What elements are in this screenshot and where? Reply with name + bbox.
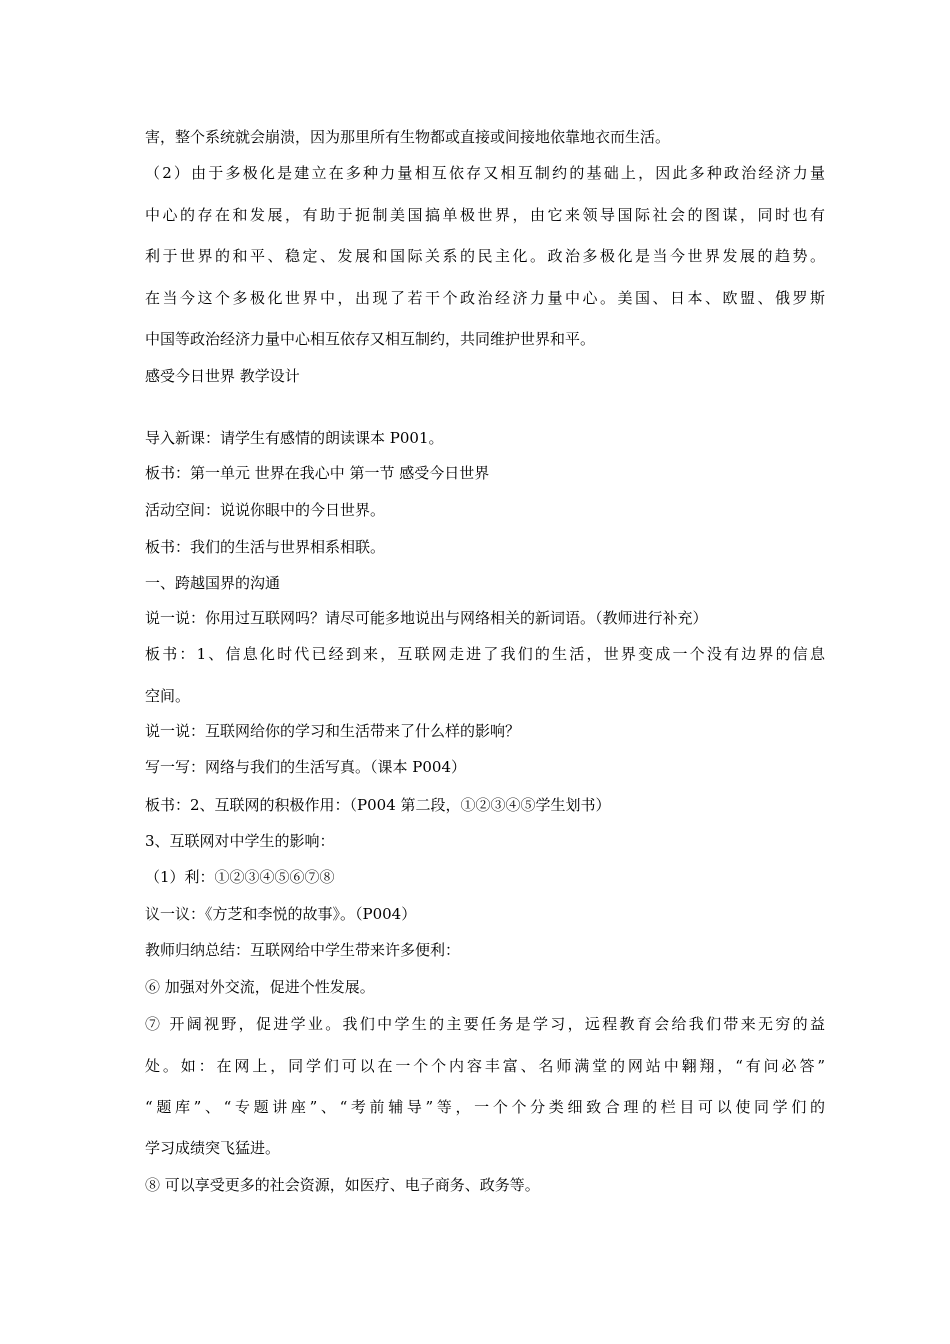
section-heading: 一、跨越国界的沟通 xyxy=(145,574,281,592)
paragraph-line: 处。如：在网上，同学们可以在一个个内容丰富、名师满堂的网站中翱翔，“有问必答” xyxy=(145,1057,825,1075)
paragraph-line: 说一说：互联网给你的学习和生活带来了什么样的影响？ xyxy=(145,722,521,740)
paragraph-line: 说一说：你用过互联网吗？请尽可能多地说出与网络相关的新词语。（教师进行补充） xyxy=(145,609,708,627)
paragraph-line: 学习成绩突飞猛进。 xyxy=(145,1139,281,1157)
paragraph-line: （2）由于多极化是建立在多种力量相互依存又相互制约的基础上，因此多种政治经济力量 xyxy=(145,164,825,182)
paragraph-line: 中心的存在和发展，有助于扼制美国搞单极世界，由它来领导国际社会的图谋，同时也有 xyxy=(145,206,825,224)
paragraph-line: 在当今这个多极化世界中，出现了若干个政治经济力量中心。美国、日本、欧盟、俄罗斯 xyxy=(145,289,825,307)
paragraph-line: 空间。 xyxy=(145,687,191,705)
section-title: 感受今日世界 教学设计 xyxy=(145,367,300,385)
paragraph-line: 导入新课：请学生有感情的朗读课本 P001。 xyxy=(145,429,444,447)
paragraph-line: 利于世界的和平、稳定、发展和国际关系的民主化。政治多极化是当今世界发展的趋势。 xyxy=(145,247,825,265)
paragraph-line: 写一写：网络与我们的生活写真。（课本 P004） xyxy=(145,758,466,776)
paragraph-line: 教师归纳总结：互联网给中学生带来许多便利： xyxy=(145,941,461,959)
paragraph-line: 板书：第一单元 世界在我心中 第一节 感受今日世界 xyxy=(145,464,490,482)
paragraph-line: 活动空间：说说你眼中的今日世界。 xyxy=(145,501,386,519)
paragraph-line: “题库”、“专题讲座”、“考前辅导”等，一个个分类细致合理的栏目可以使同学们的 xyxy=(145,1098,825,1116)
paragraph-line: 害，整个系统就会崩溃，因为那里所有生物都或直接或间接地依靠地衣而生活。 xyxy=(145,128,671,146)
paragraph-line: 板书：1、信息化时代已经到来，互联网走进了我们的生活，世界变成一个没有边界的信息 xyxy=(145,645,825,663)
paragraph-line: （1）利：①②③④⑤⑥⑦⑧ xyxy=(145,868,335,886)
paragraph-line: ⑦ 开阔视野，促进学业。我们中学生的主要任务是学习，远程教育会给我们带来无穷的益 xyxy=(145,1015,825,1033)
paragraph-line: 板书：2、互联网的积极作用：（P004 第二段，①②③④⑤学生划书） xyxy=(145,796,611,814)
paragraph-line: 板书：我们的生活与世界相系相联。 xyxy=(145,538,386,556)
paragraph-line: 议一议：《方芝和李悦的故事》。（P004） xyxy=(145,905,417,923)
paragraph-line: 3、互联网对中学生的影响： xyxy=(145,832,335,850)
paragraph-line: 中国等政治经济力量中心相互依存又相互制约，共同维护世界和平。 xyxy=(145,330,596,348)
paragraph-line: ⑧ 可以享受更多的社会资源，如医疗、电子商务、政务等。 xyxy=(145,1176,540,1194)
paragraph-line: ⑥ 加强对外交流，促进个性发展。 xyxy=(145,978,375,996)
